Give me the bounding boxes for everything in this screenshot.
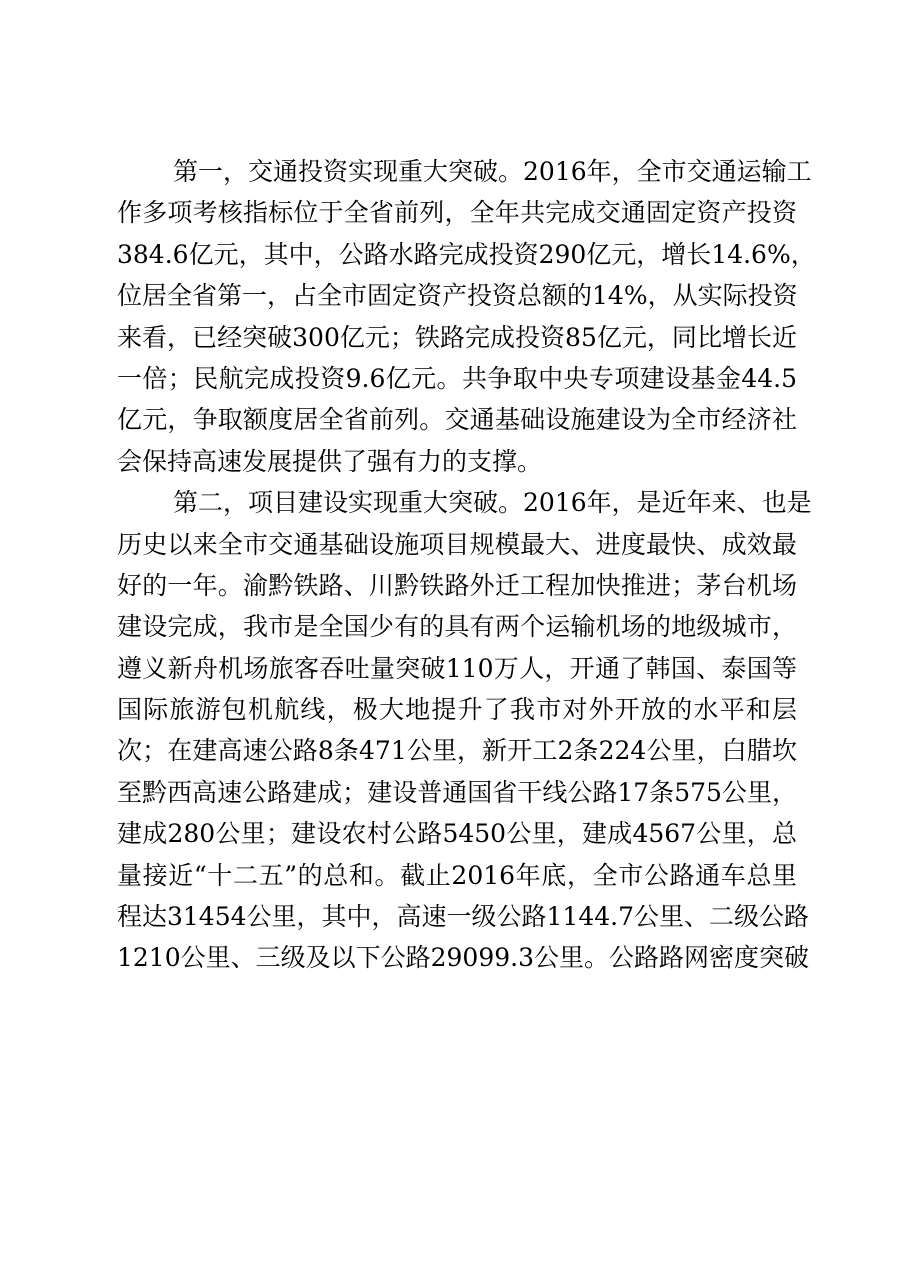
paragraph-1 bbox=[117, 157, 816, 490]
paragraph-line: 次；在建高速公路8条471公里，新开工2条224公里，白腊坎 bbox=[117, 736, 797, 766]
paragraph-line: 建设完成，我市是全国少有的具有两个运输机场的地级城市， bbox=[117, 612, 797, 642]
document-body bbox=[117, 157, 816, 987]
paragraph-line: 量接近“十二五”的总和。截止2016年底，全市公路通车总里 bbox=[117, 860, 797, 890]
paragraph-line: 作多项考核指标位于全省前列，全年共完成交通固定资产投资 bbox=[117, 198, 797, 228]
paragraph-line: 至黔西高速公路建成；建设普通国省干线公路17条575公里， bbox=[117, 777, 797, 807]
paragraph-line: 1210公里、三级及以下公路29099.3公里。公路路网密度突破 bbox=[117, 943, 810, 973]
paragraph-line: 384.6亿元，其中，公路水路完成投资290亿元，增长14.6%， bbox=[117, 239, 816, 269]
paragraph-line: 第二，项目建设实现重大突破。2016年，是近年来、也是 bbox=[173, 488, 812, 518]
paragraph-line: 国际旅游包机航线，极大地提升了我市对外开放的水平和层 bbox=[117, 695, 797, 725]
paragraph-line: 历史以来全市交通基础设施项目规模最大、进度最快、成效最 bbox=[117, 529, 797, 559]
paragraph-line: 建成280公里；建设农村公路5450公里，建成4567公里，总 bbox=[117, 819, 797, 849]
paragraph-line: 一倍；民航完成投资9.6亿元。共争取中央专项建设基金44.5 bbox=[117, 363, 797, 393]
paragraph-line: 亿元，争取额度居全省前列。交通基础设施建设为全市经济社 bbox=[117, 405, 797, 435]
paragraph-line: 程达31454公里，其中，高速一级公路1144.7公里、二级公路 bbox=[117, 902, 810, 932]
paragraph-line: 第一，交通投资实现重大突破。2016年，全市交通运输工 bbox=[173, 157, 812, 186]
paragraph-2 bbox=[117, 488, 812, 987]
paragraph-line: 好的一年。渝黔铁路、川黔铁路外迁工程加快推进；茅台机场 bbox=[117, 570, 797, 600]
paragraph-line: 位居全省第一，占全市固定资产投资总额的14%，从实际投资 bbox=[117, 281, 798, 311]
paragraph-line: 会保持高速发展提供了强有力的支撑。 bbox=[117, 446, 543, 476]
paragraph-line: 来看，已经突破300亿元；铁路完成投资85亿元，同比增长近 bbox=[117, 322, 797, 352]
paragraph-line: 遵义新舟机场旅客吞吐量突破110万人，开通了韩国、泰国等 bbox=[117, 653, 797, 683]
